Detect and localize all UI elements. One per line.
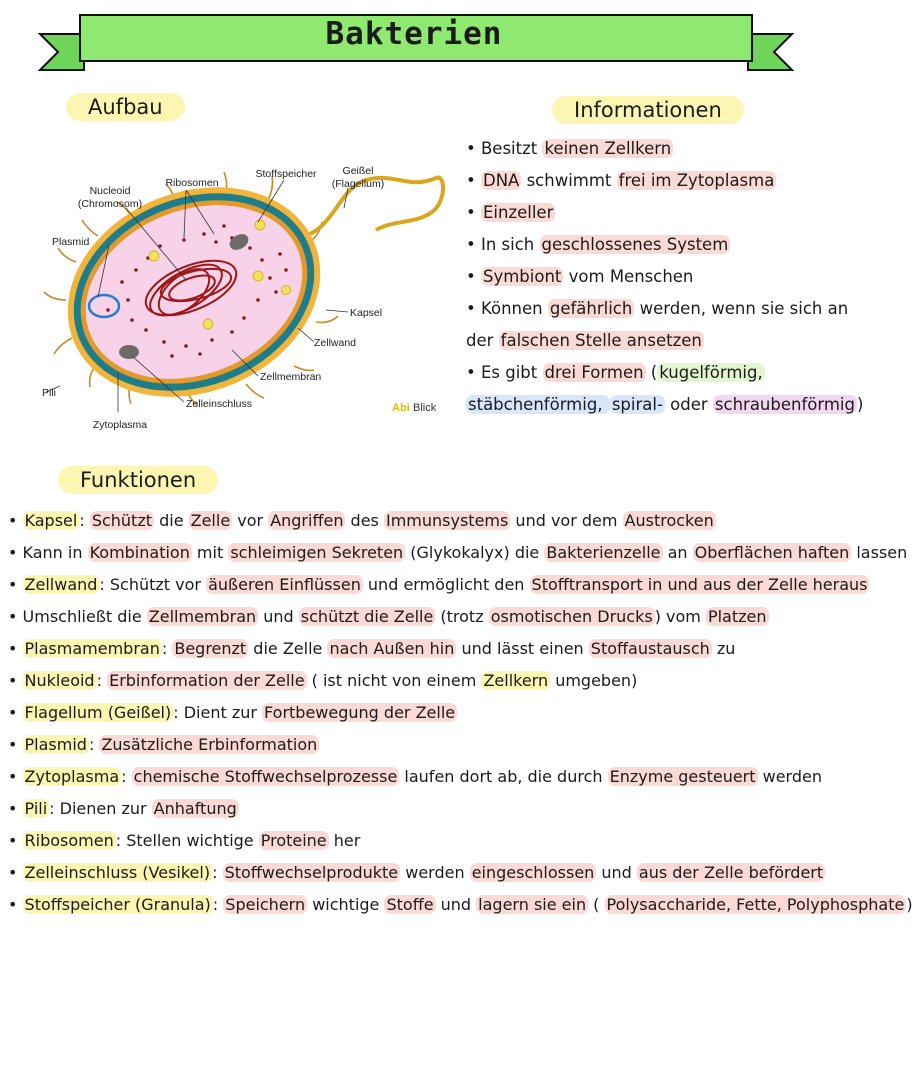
highlighted-text: Platzen	[707, 607, 767, 626]
text-segment: •	[8, 863, 23, 882]
text-segment: werden, wenn sie sich an	[634, 299, 849, 318]
highlighted-text: gefährlich	[549, 299, 633, 318]
info-list	[466, 133, 864, 421]
text-segment: (trotz	[435, 607, 489, 626]
highlighted-text: Stoffspeicher (Granula)	[24, 895, 211, 914]
highlighted-text: schraubenförmig	[714, 395, 855, 414]
highlighted-text: Kombination	[89, 543, 190, 562]
text-segment: werden	[757, 767, 822, 786]
highlighted-text: Zellmembran	[148, 607, 257, 626]
text-segment: vor	[232, 511, 269, 530]
text-segment: wichtige	[307, 895, 385, 914]
text-segment: (	[645, 363, 658, 382]
highlighted-text: Ribosomen	[24, 831, 114, 850]
text-segment: • In sich	[466, 235, 540, 254]
function-line	[8, 537, 908, 569]
highlighted-text: Pili	[24, 799, 48, 818]
function-line	[8, 729, 823, 761]
highlighted-text: äußeren Einflüssen	[208, 575, 361, 594]
text-segment: schwimmt	[521, 171, 617, 190]
highlighted-text: eingeschlossen	[471, 863, 595, 882]
highlighted-text: Flagellum (Geißel)	[24, 703, 172, 722]
text-segment: lassen	[851, 543, 908, 562]
text-segment: und	[435, 895, 477, 914]
text-segment: :	[212, 863, 223, 882]
text-segment: :	[121, 767, 132, 786]
text-segment: und	[596, 863, 637, 882]
function-line	[8, 505, 823, 537]
highlighted-text: Einzeller	[482, 203, 554, 222]
label-ribosomen: Ribosomen	[165, 177, 219, 189]
text-segment: :	[88, 735, 100, 754]
highlighted-text: Zellkern	[483, 671, 549, 690]
text-segment: ( ist nicht von einem	[306, 671, 482, 690]
highlighted-text: Zelle	[190, 511, 231, 530]
highlighted-text: Enzyme gesteuert	[609, 767, 756, 786]
text-segment: :	[212, 895, 224, 914]
info-line	[466, 325, 816, 357]
text-segment: und lässt einen	[456, 639, 589, 658]
highlighted-text: Zytoplasma	[24, 767, 120, 786]
highlighted-text: Nukleoid	[24, 671, 95, 690]
section-title-aufbau: Aufbau	[66, 93, 185, 121]
text-segment: •	[8, 735, 23, 754]
highlighted-text: drei Formen	[544, 363, 644, 382]
text-segment: ) vom	[654, 607, 706, 626]
label-stoffspeicher: Stoffspeicher	[255, 168, 317, 180]
highlighted-text: Erbinformation der Zelle	[109, 671, 305, 690]
highlighted-text: chemische Stoffwechselprozesse	[133, 767, 398, 786]
highlighted-text: geschlossenes System	[541, 235, 729, 254]
highlighted-text: Polysaccharide, Fette, Polyphosphate	[606, 895, 905, 914]
label-zelleinschluss: Zelleinschluss	[186, 398, 252, 410]
text-segment: des	[345, 511, 384, 530]
text-segment: die	[154, 511, 189, 530]
text-segment: •	[8, 831, 23, 850]
function-line	[8, 889, 913, 921]
highlighted-text: Plasmid	[24, 735, 87, 754]
highlighted-text: Zusätzliche Erbinformation	[101, 735, 318, 754]
text-segment: vom Menschen	[563, 267, 694, 286]
text-segment: :	[79, 511, 90, 530]
info-line	[466, 261, 816, 293]
text-segment: mit	[191, 543, 229, 562]
highlighted-text: Stoffwechselprodukte	[224, 863, 399, 882]
highlighted-text: Zellwand	[24, 575, 98, 594]
highlighted-text: Stofftransport in und aus der Zelle heraus	[531, 575, 868, 594]
text-segment: )	[906, 895, 913, 914]
text-segment: und vor dem	[510, 511, 623, 530]
label-zytoplasma: Zytoplasma	[92, 419, 148, 431]
highlighted-text: Immunsystems	[385, 511, 509, 530]
functions-list	[8, 505, 913, 921]
highlighted-text: kugelförmig,	[659, 363, 763, 382]
watermark: Abi	[392, 402, 410, 414]
info-line	[466, 293, 849, 325]
text-segment: zu	[711, 639, 736, 658]
section-title-funktionen: Funktionen	[58, 466, 218, 494]
text-segment: (Glykokalyx) die	[405, 543, 545, 562]
label-kapsel: Kapsel	[350, 307, 383, 319]
text-segment: •	[8, 703, 23, 722]
text-segment: )	[857, 395, 864, 414]
highlighted-text: Plasmamembran	[24, 639, 160, 658]
highlighted-text: Proteine	[260, 831, 327, 850]
highlighted-text: spiral-	[611, 395, 663, 414]
text-segment: : Stellen wichtige	[115, 831, 259, 850]
highlighted-text: Begrenzt	[174, 639, 247, 658]
bacterium-diagram	[36, 150, 456, 435]
label-geissel: Geißel	[342, 165, 374, 177]
text-segment: •	[8, 511, 23, 530]
text-segment: • Kann in	[8, 543, 88, 562]
text-segment: :	[161, 639, 173, 658]
label-geissel: (Flagellum)	[331, 178, 385, 190]
highlighted-text: schützt die Zelle	[300, 607, 434, 626]
label-zellwand: Zellwand	[314, 337, 357, 349]
label-zellmembran: Zellmembran	[260, 371, 322, 383]
section-title-informationen: Informationen	[552, 96, 744, 124]
text-segment: und ermöglicht den	[362, 575, 530, 594]
text-segment: •	[466, 203, 481, 222]
highlighted-text: Speichern	[225, 895, 306, 914]
highlighted-text: Schützt	[91, 511, 152, 530]
text-segment: umgeben)	[550, 671, 638, 690]
highlighted-text: Zelleinschluss (Vesikel)	[24, 863, 211, 882]
text-segment: •	[466, 267, 481, 286]
watermark: Blick	[413, 402, 437, 414]
highlighted-text: Bakterienzelle	[546, 543, 661, 562]
highlighted-text: DNA	[482, 171, 520, 190]
text-segment: : Schützt vor	[99, 575, 207, 594]
text-segment: •	[8, 671, 23, 690]
function-line	[8, 633, 823, 665]
highlighted-text: keinen Zellkern	[544, 139, 672, 158]
highlighted-text: Stoffaustausch	[590, 639, 710, 658]
highlighted-text: frei im Zytoplasma	[618, 171, 775, 190]
highlighted-text: Austrocken	[624, 511, 714, 530]
page-title: Bakterien	[325, 16, 503, 52]
function-line	[8, 601, 823, 633]
highlighted-text: schleimigen Sekreten	[230, 543, 404, 562]
text-segment: laufen dort ab, die durch	[399, 767, 608, 786]
function-line	[8, 697, 823, 729]
info-line	[466, 357, 816, 389]
label-pili: Pili	[42, 387, 57, 399]
highlighted-text: Anhaftung	[153, 799, 237, 818]
text-segment: : Dient zur	[173, 703, 263, 722]
text-segment: die Zelle	[248, 639, 328, 658]
text-segment: werden	[400, 863, 470, 882]
function-line	[8, 857, 823, 889]
function-line	[8, 825, 823, 857]
highlighted-text: Oberflächen haften	[694, 543, 850, 562]
text-segment: :	[96, 671, 108, 690]
text-segment: : Dienen zur	[49, 799, 152, 818]
highlighted-text: Stoffe	[386, 895, 434, 914]
function-line	[8, 761, 823, 793]
text-segment: an	[662, 543, 693, 562]
highlighted-text: osmotischen Drucks	[490, 607, 653, 626]
text-segment: •	[8, 575, 23, 594]
text-segment: und	[258, 607, 299, 626]
text-segment: •	[8, 767, 23, 786]
text-segment: •	[466, 171, 481, 190]
highlighted-text: nach Außen hin	[329, 639, 455, 658]
highlighted-text: falschen Stelle ansetzen	[500, 331, 702, 350]
text-segment: • Besitzt	[466, 139, 543, 158]
text-segment: • Es gibt	[466, 363, 543, 382]
highlighted-text: Angriffen	[270, 511, 344, 530]
highlighted-text: Kapsel	[24, 511, 78, 530]
function-line	[8, 665, 823, 697]
highlighted-text: stäbchenförmig,	[468, 395, 608, 414]
function-line	[8, 793, 823, 825]
text-segment: der	[466, 331, 499, 350]
text-segment: (	[588, 895, 605, 914]
info-line	[466, 133, 816, 165]
highlighted-text: Fortbewegung der Zelle	[264, 703, 456, 722]
label-nucleoid: Nucleoid	[89, 185, 131, 197]
highlighted-text: lagern sie ein	[478, 895, 587, 914]
highlighted-text: aus der Zelle befördert	[638, 863, 824, 882]
text-segment: •	[8, 639, 23, 658]
info-line	[466, 229, 816, 261]
text-segment: •	[8, 895, 23, 914]
inclusion-body	[119, 345, 139, 359]
info-line	[466, 165, 816, 197]
text-segment: oder	[664, 395, 713, 414]
highlighted-text: Symbiont	[482, 267, 562, 286]
text-segment: • Können	[466, 299, 548, 318]
info-line	[466, 389, 864, 421]
text-segment: • Umschließt die	[8, 607, 147, 626]
text-segment: •	[8, 799, 23, 818]
text-segment: her	[328, 831, 361, 850]
info-line	[466, 197, 816, 229]
label-nucleoid: (Chromosom)	[77, 198, 143, 210]
label-plasmid: Plasmid	[52, 236, 90, 248]
function-line	[8, 569, 868, 601]
